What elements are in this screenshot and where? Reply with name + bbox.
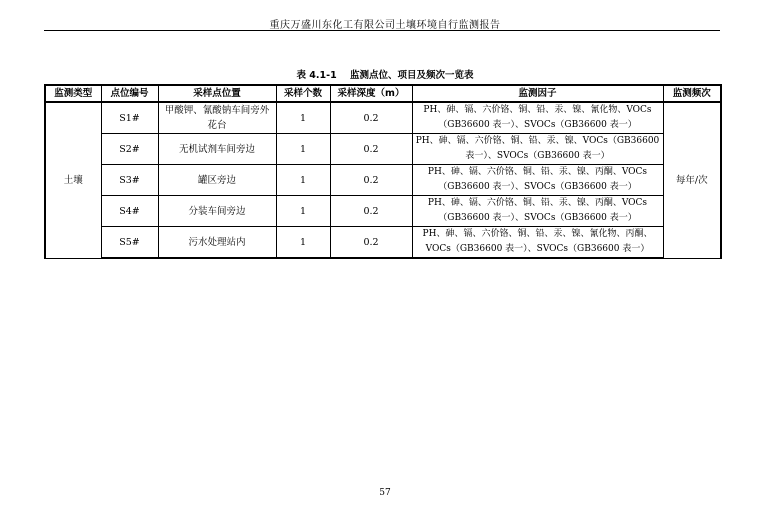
location-cell: 无机试剂车间旁边 bbox=[158, 134, 276, 165]
table-caption-title: 监测点位、项目及频次一览表 bbox=[350, 70, 474, 81]
table-row bbox=[45, 102, 721, 134]
factors-cell: PH、砷、镉、六价铬、铜、铅、汞、镍、氰化物、丙酮、VOCs（GB36600 表一）、SVOCs（GB36600 表一） bbox=[412, 227, 663, 259]
table-caption-number: 表 4.1-1 bbox=[296, 70, 337, 81]
factors-cell: PH、砷、镉、六价铬、铜、铅、汞、镍、VOCs（GB36600 表一）、SVOCs（GB36600 表一） bbox=[412, 134, 663, 165]
factors-cell: PH、砷、镉、六价铬、铜、铅、汞、镍、丙酮、VOCs（GB36600 表一）、SVOCs（GB36600 表一） bbox=[412, 196, 663, 227]
page-number: 57 bbox=[379, 488, 391, 498]
table-row bbox=[45, 196, 721, 227]
document-header: 重庆万盛川东化工有限公司土壤环境自行监测报告 bbox=[269, 20, 501, 31]
column-header: 采样点位置 bbox=[158, 85, 276, 102]
point-id-cell: S5# bbox=[101, 227, 158, 259]
column-header: 采样深度（m） bbox=[330, 85, 412, 102]
column-header: 监测频次 bbox=[663, 85, 721, 102]
table-row bbox=[45, 227, 721, 259]
depth-cell: 0.2 bbox=[330, 196, 412, 227]
column-header: 监测类型 bbox=[45, 85, 101, 102]
count-cell: 1 bbox=[276, 165, 330, 196]
count-cell: 1 bbox=[276, 227, 330, 259]
frequency-cell: 每年/次 bbox=[663, 102, 721, 258]
monitoring-type-cell: 土壤 bbox=[45, 102, 101, 258]
depth-cell: 0.2 bbox=[330, 134, 412, 165]
factors-cell: PH、砷、镉、六价铬、铜、铅、汞、镍、氰化物、VOCs（GB36600 表一）、SVOCs（GB36600 表一） bbox=[412, 102, 663, 134]
depth-cell: 0.2 bbox=[330, 165, 412, 196]
table-row bbox=[45, 134, 721, 165]
point-id-cell: S1# bbox=[101, 102, 158, 134]
location-cell: 污水处理站内 bbox=[158, 227, 276, 259]
column-header: 采样个数 bbox=[276, 85, 330, 102]
location-cell: 分装车间旁边 bbox=[158, 196, 276, 227]
header-rule bbox=[44, 30, 720, 31]
point-id-cell: S2# bbox=[101, 134, 158, 165]
depth-cell: 0.2 bbox=[330, 102, 412, 134]
column-header: 监测因子 bbox=[412, 85, 663, 102]
point-id-cell: S4# bbox=[101, 196, 158, 227]
location-cell: 甲酸钾、氰酸钠车间旁外花台 bbox=[158, 102, 276, 134]
factors-cell: PH、砷、镉、六价铬、铜、铅、汞、镍、丙酮、VOCs（GB36600 表一）、SVOCs（GB36600 表一） bbox=[412, 165, 663, 196]
table-caption bbox=[0, 67, 770, 81]
column-header: 点位编号 bbox=[101, 85, 158, 102]
point-id-cell: S3# bbox=[101, 165, 158, 196]
count-cell: 1 bbox=[276, 134, 330, 165]
count-cell: 1 bbox=[276, 102, 330, 134]
table-row bbox=[45, 165, 721, 196]
table-header-row bbox=[45, 85, 721, 102]
depth-cell: 0.2 bbox=[330, 227, 412, 259]
location-cell: 罐区旁边 bbox=[158, 165, 276, 196]
count-cell: 1 bbox=[276, 196, 330, 227]
monitoring-table bbox=[44, 84, 722, 259]
